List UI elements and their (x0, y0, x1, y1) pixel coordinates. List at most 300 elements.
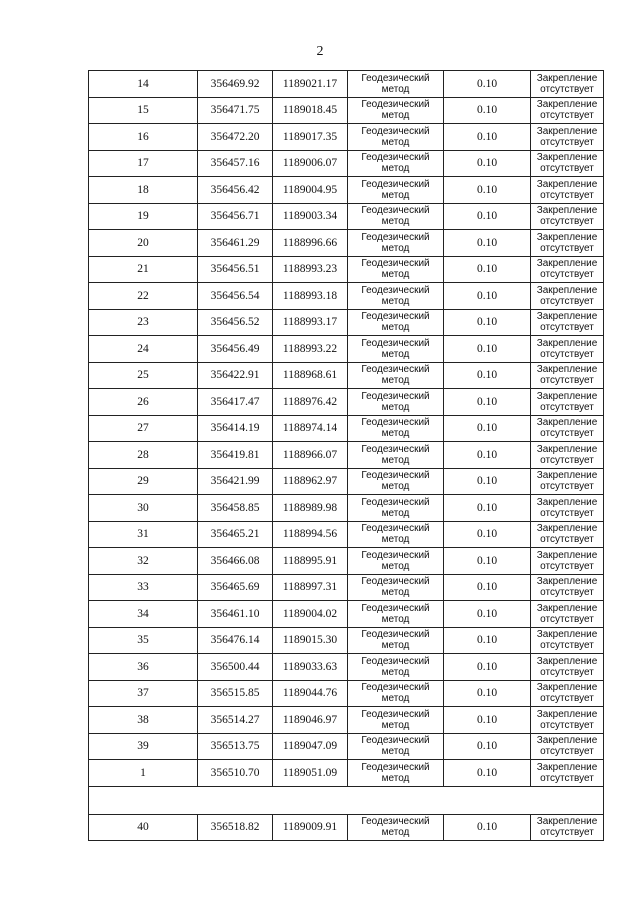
method-text: Геодезический (361, 523, 430, 535)
method-cell (348, 415, 444, 442)
method-cell (348, 97, 444, 124)
y-coordinate-text: 1188989.98 (282, 501, 338, 514)
precision-cell (444, 707, 531, 734)
y-coordinate-cell (273, 150, 348, 177)
y-coordinate-cell (273, 203, 348, 230)
point-number-text: 35 (137, 634, 149, 647)
fixation-text: Закрепление (536, 364, 598, 376)
x-coordinate-text: 356421.99 (210, 475, 260, 488)
precision-cell (444, 442, 531, 469)
fixation-text: отсутствует (540, 136, 594, 148)
y-coordinate-cell (273, 71, 348, 98)
coordinates-table-body (89, 71, 604, 841)
fixation-cell (531, 733, 604, 760)
method-text: метод (381, 719, 410, 731)
x-coordinate-cell (198, 362, 273, 389)
method-text: Геодезический (361, 284, 430, 296)
method-text: Геодезический (361, 99, 430, 111)
fixation-text: Закрепление (536, 708, 598, 720)
point-number-text: 22 (137, 289, 149, 302)
x-coordinate-text: 356456.54 (210, 289, 260, 302)
point-number-text: 21 (137, 263, 149, 276)
fixation-text: Закрепление (536, 231, 598, 243)
fixation-cell (531, 468, 604, 495)
y-coordinate-cell (273, 601, 348, 628)
method-cell (348, 336, 444, 363)
x-coordinate-text: 356456.71 (210, 210, 260, 223)
point-number-text: 16 (137, 130, 149, 143)
precision-cell (444, 309, 531, 336)
precision-cell (444, 97, 531, 124)
point-number-text: 27 (137, 422, 149, 435)
point-number-cell (89, 548, 198, 575)
precision-text: 0.10 (476, 157, 498, 170)
table-row (89, 468, 604, 495)
point-number-cell (89, 601, 198, 628)
method-cell (348, 814, 444, 841)
fixation-cell (531, 760, 604, 787)
method-cell (348, 760, 444, 787)
y-coordinate-cell (273, 548, 348, 575)
y-coordinate-cell (273, 309, 348, 336)
precision-text: 0.10 (476, 316, 498, 329)
y-coordinate-text: 1189004.02 (282, 607, 338, 620)
point-number-cell (89, 71, 198, 98)
table-row (89, 150, 604, 177)
x-coordinate-cell (198, 468, 273, 495)
precision-text: 0.10 (476, 422, 498, 435)
table-row (89, 309, 604, 336)
x-coordinate-cell (198, 309, 273, 336)
fixation-text: Закрепление (536, 602, 598, 614)
method-text: метод (381, 295, 410, 307)
precision-text: 0.10 (476, 104, 498, 117)
y-coordinate-cell (273, 707, 348, 734)
table-row (89, 389, 604, 416)
point-number-cell (89, 733, 198, 760)
method-cell (348, 707, 444, 734)
y-coordinate-cell (273, 177, 348, 204)
precision-text: 0.10 (476, 713, 498, 726)
y-coordinate-text: 1189051.09 (282, 766, 338, 779)
precision-text: 0.10 (476, 289, 498, 302)
table-row (89, 362, 604, 389)
y-coordinate-cell (273, 362, 348, 389)
fixation-text: отсутствует (540, 216, 594, 228)
point-number-text: 37 (137, 687, 149, 700)
y-coordinate-text: 1189021.17 (282, 77, 338, 90)
fixation-text: отсутствует (540, 83, 594, 95)
method-text: метод (381, 613, 410, 625)
precision-text: 0.10 (476, 528, 498, 541)
fixation-text: Закрепление (536, 496, 598, 508)
method-text: Геодезический (361, 708, 430, 720)
x-coordinate-text: 356476.14 (210, 634, 260, 647)
x-coordinate-text: 356461.29 (210, 236, 260, 249)
point-number-cell (89, 177, 198, 204)
method-text: Геодезический (361, 735, 430, 747)
method-cell (348, 124, 444, 151)
method-text: метод (381, 110, 410, 122)
point-number-cell (89, 680, 198, 707)
x-coordinate-text: 356518.82 (210, 821, 260, 834)
y-coordinate-text: 1188976.42 (282, 395, 338, 408)
x-coordinate-cell (198, 203, 273, 230)
precision-text: 0.10 (476, 660, 498, 673)
precision-text: 0.10 (476, 395, 498, 408)
x-coordinate-cell (198, 680, 273, 707)
precision-cell (444, 574, 531, 601)
table-row (89, 814, 604, 841)
precision-text: 0.10 (476, 740, 498, 753)
method-text: метод (381, 587, 410, 599)
y-coordinate-cell (273, 495, 348, 522)
fixation-text: Закрепление (536, 655, 598, 667)
method-cell (348, 601, 444, 628)
point-number-cell (89, 256, 198, 283)
fixation-text: отсутствует (540, 481, 594, 493)
table-row (89, 574, 604, 601)
table-row (89, 760, 604, 787)
precision-text: 0.10 (476, 448, 498, 461)
fixation-cell (531, 601, 604, 628)
y-coordinate-text: 1189047.09 (282, 740, 338, 753)
y-coordinate-text: 1188962.97 (282, 475, 338, 488)
fixation-text: отсутствует (540, 613, 594, 625)
x-coordinate-text: 356456.42 (210, 183, 260, 196)
y-coordinate-text: 1188996.66 (282, 236, 338, 249)
method-text: метод (381, 827, 410, 839)
point-number-text: 26 (137, 395, 149, 408)
method-text: Геодезический (361, 258, 430, 270)
point-number-cell (89, 336, 198, 363)
fixation-cell (531, 707, 604, 734)
method-cell (348, 71, 444, 98)
precision-text: 0.10 (476, 821, 498, 834)
fixation-text: отсутствует (540, 507, 594, 519)
precision-text: 0.10 (476, 263, 498, 276)
fixation-cell (531, 203, 604, 230)
point-number-text: 31 (137, 528, 149, 541)
point-number-cell (89, 415, 198, 442)
y-coordinate-text: 1189044.76 (282, 687, 338, 700)
precision-cell (444, 230, 531, 257)
method-cell (348, 521, 444, 548)
x-coordinate-text: 356513.75 (210, 740, 260, 753)
point-number-cell (89, 468, 198, 495)
fixation-text: отсутствует (540, 560, 594, 572)
method-cell (348, 495, 444, 522)
table-row (89, 283, 604, 310)
method-text: Геодезический (361, 337, 430, 349)
point-number-cell (89, 283, 198, 310)
fixation-text: Закрепление (536, 549, 598, 561)
y-coordinate-cell (273, 760, 348, 787)
fixation-cell (531, 177, 604, 204)
x-coordinate-cell (198, 177, 273, 204)
fixation-cell (531, 680, 604, 707)
y-coordinate-cell (273, 442, 348, 469)
fixation-cell (531, 336, 604, 363)
fixation-cell (531, 814, 604, 841)
point-number-text: 30 (137, 501, 149, 514)
method-text: метод (381, 534, 410, 546)
table-row (89, 442, 604, 469)
y-coordinate-text: 1188994.56 (282, 528, 338, 541)
method-text: метод (381, 428, 410, 440)
y-coordinate-cell (273, 256, 348, 283)
fixation-text: отсутствует (540, 454, 594, 466)
table-row (89, 230, 604, 257)
method-text: метод (381, 507, 410, 519)
fixation-text: Закрепление (536, 390, 598, 402)
x-coordinate-cell (198, 71, 273, 98)
y-coordinate-text: 1188993.18 (282, 289, 338, 302)
fixation-text: Закрепление (536, 523, 598, 535)
precision-text: 0.10 (476, 369, 498, 382)
fixation-text: отсутствует (540, 827, 594, 839)
method-text: Геодезический (361, 231, 430, 243)
fixation-cell (531, 71, 604, 98)
precision-cell (444, 760, 531, 787)
table-row (89, 680, 604, 707)
y-coordinate-cell (273, 574, 348, 601)
fixation-text: Закрепление (536, 735, 598, 747)
y-coordinate-cell (273, 521, 348, 548)
fixation-text: Закрепление (536, 152, 598, 164)
method-cell (348, 309, 444, 336)
x-coordinate-cell (198, 124, 273, 151)
method-text: Геодезический (361, 125, 430, 137)
method-text: Геодезический (361, 682, 430, 694)
precision-text: 0.10 (476, 236, 498, 249)
point-number-cell (89, 442, 198, 469)
precision-cell (444, 627, 531, 654)
y-coordinate-cell (273, 97, 348, 124)
precision-text: 0.10 (476, 210, 498, 223)
method-cell (348, 362, 444, 389)
fixation-text: Закрепление (536, 470, 598, 482)
method-text: Геодезический (361, 655, 430, 667)
fixation-text: отсутствует (540, 242, 594, 254)
table-row (89, 707, 604, 734)
x-coordinate-cell (198, 283, 273, 310)
method-text: Геодезический (361, 205, 430, 217)
y-coordinate-text: 1188993.17 (282, 316, 338, 329)
method-text: Геодезический (361, 602, 430, 614)
table-row (89, 733, 604, 760)
method-cell (348, 150, 444, 177)
point-number-cell (89, 389, 198, 416)
method-text: Геодезический (361, 761, 430, 773)
method-text: метод (381, 693, 410, 705)
table-row (89, 601, 604, 628)
precision-cell (444, 415, 531, 442)
fixation-text: Закрепление (536, 178, 598, 190)
x-coordinate-text: 356510.70 (210, 766, 260, 779)
table-row (89, 97, 604, 124)
empty-separator-cell (89, 786, 604, 814)
x-coordinate-text: 356472.20 (210, 130, 260, 143)
point-number-cell (89, 521, 198, 548)
table-row (89, 548, 604, 575)
precision-cell (444, 548, 531, 575)
y-coordinate-text: 1188974.14 (282, 422, 338, 435)
point-number-text: 34 (137, 607, 149, 620)
method-text: метод (381, 189, 410, 201)
precision-cell (444, 362, 531, 389)
fixation-text: отсутствует (540, 110, 594, 122)
empty-separator-row (89, 786, 604, 814)
y-coordinate-text: 1189006.07 (282, 157, 338, 170)
method-text: Геодезический (361, 576, 430, 588)
method-cell (348, 680, 444, 707)
point-number-text: 32 (137, 554, 149, 567)
fixation-text: Закрепление (536, 337, 598, 349)
fixation-cell (531, 548, 604, 575)
x-coordinate-text: 356458.85 (210, 501, 260, 514)
precision-text: 0.10 (476, 77, 498, 90)
x-coordinate-cell (198, 495, 273, 522)
fixation-cell (531, 495, 604, 522)
method-cell (348, 283, 444, 310)
method-text: метод (381, 746, 410, 758)
method-cell (348, 733, 444, 760)
fixation-cell (531, 521, 604, 548)
precision-text: 0.10 (476, 475, 498, 488)
point-number-cell (89, 814, 198, 841)
fixation-cell (531, 97, 604, 124)
point-number-text: 20 (137, 236, 149, 249)
precision-cell (444, 680, 531, 707)
precision-text: 0.10 (476, 554, 498, 567)
method-cell (348, 177, 444, 204)
point-number-text: 23 (137, 316, 149, 329)
method-text: метод (381, 269, 410, 281)
precision-cell (444, 468, 531, 495)
point-number-text: 29 (137, 475, 149, 488)
fixation-cell (531, 627, 604, 654)
x-coordinate-text: 356457.16 (210, 157, 260, 170)
y-coordinate-cell (273, 336, 348, 363)
y-coordinate-text: 1188966.07 (282, 448, 338, 461)
method-text: Геодезический (361, 549, 430, 561)
y-coordinate-text: 1188993.22 (282, 342, 338, 355)
x-coordinate-text: 356461.10 (210, 607, 260, 620)
fixation-text: отсутствует (540, 693, 594, 705)
y-coordinate-text: 1188993.23 (282, 263, 338, 276)
method-text: метод (381, 560, 410, 572)
point-number-text: 40 (137, 821, 149, 834)
x-coordinate-text: 356514.27 (210, 713, 260, 726)
fixation-text: отсутствует (540, 375, 594, 387)
point-number-text: 28 (137, 448, 149, 461)
y-coordinate-cell (273, 389, 348, 416)
precision-cell (444, 521, 531, 548)
x-coordinate-text: 356414.19 (210, 422, 260, 435)
page-number: 2 (316, 44, 324, 59)
precision-text: 0.10 (476, 183, 498, 196)
method-text: метод (381, 375, 410, 387)
point-number-text: 14 (137, 77, 149, 90)
x-coordinate-cell (198, 707, 273, 734)
method-text: метод (381, 136, 410, 148)
point-number-text: 36 (137, 660, 149, 673)
method-cell (348, 627, 444, 654)
table-row (89, 415, 604, 442)
table-row (89, 71, 604, 98)
precision-cell (444, 283, 531, 310)
y-coordinate-cell (273, 283, 348, 310)
method-cell (348, 654, 444, 681)
method-text: метод (381, 454, 410, 466)
point-number-text: 38 (137, 713, 149, 726)
fixation-text: отсутствует (540, 746, 594, 758)
point-number-cell (89, 495, 198, 522)
y-coordinate-cell (273, 415, 348, 442)
x-coordinate-cell (198, 654, 273, 681)
method-cell (348, 574, 444, 601)
method-text: Геодезический (361, 152, 430, 164)
x-coordinate-cell (198, 814, 273, 841)
fixation-cell (531, 256, 604, 283)
x-coordinate-text: 356419.81 (210, 448, 260, 461)
y-coordinate-cell (273, 814, 348, 841)
x-coordinate-text: 356456.49 (210, 342, 260, 355)
method-cell (348, 230, 444, 257)
point-number-cell (89, 230, 198, 257)
precision-cell (444, 389, 531, 416)
fixation-text: Закрепление (536, 682, 598, 694)
x-coordinate-text: 356465.69 (210, 581, 260, 594)
y-coordinate-cell (273, 124, 348, 151)
point-number-cell (89, 124, 198, 151)
precision-text: 0.10 (476, 130, 498, 143)
y-coordinate-text: 1188997.31 (282, 581, 338, 594)
fixation-text: Закрепление (536, 205, 598, 217)
precision-cell (444, 203, 531, 230)
fixation-text: отсутствует (540, 772, 594, 784)
fixation-text: отсутствует (540, 640, 594, 652)
table-row (89, 203, 604, 230)
method-text: Геодезический (361, 443, 430, 455)
fixation-cell (531, 654, 604, 681)
y-coordinate-text: 1188995.91 (282, 554, 338, 567)
point-number-text: 1 (140, 766, 146, 779)
y-coordinate-text: 1188968.61 (282, 369, 338, 382)
x-coordinate-cell (198, 733, 273, 760)
fixation-text: Закрепление (536, 311, 598, 323)
method-text: метод (381, 348, 410, 360)
table-row (89, 177, 604, 204)
fixation-text: Закрепление (536, 258, 598, 270)
point-number-text: 19 (137, 210, 149, 223)
point-number-text: 33 (137, 581, 149, 594)
point-number-cell (89, 760, 198, 787)
fixation-cell (531, 574, 604, 601)
method-cell (348, 389, 444, 416)
x-coordinate-text: 356500.44 (210, 660, 260, 673)
y-coordinate-text: 1189015.30 (282, 634, 338, 647)
coordinates-table (88, 70, 604, 841)
fixation-text: Закрепление (536, 761, 598, 773)
x-coordinate-cell (198, 389, 273, 416)
fixation-text: отсутствует (540, 348, 594, 360)
method-text: метод (381, 481, 410, 493)
x-coordinate-cell (198, 230, 273, 257)
x-coordinate-cell (198, 760, 273, 787)
x-coordinate-text: 356456.51 (210, 263, 260, 276)
